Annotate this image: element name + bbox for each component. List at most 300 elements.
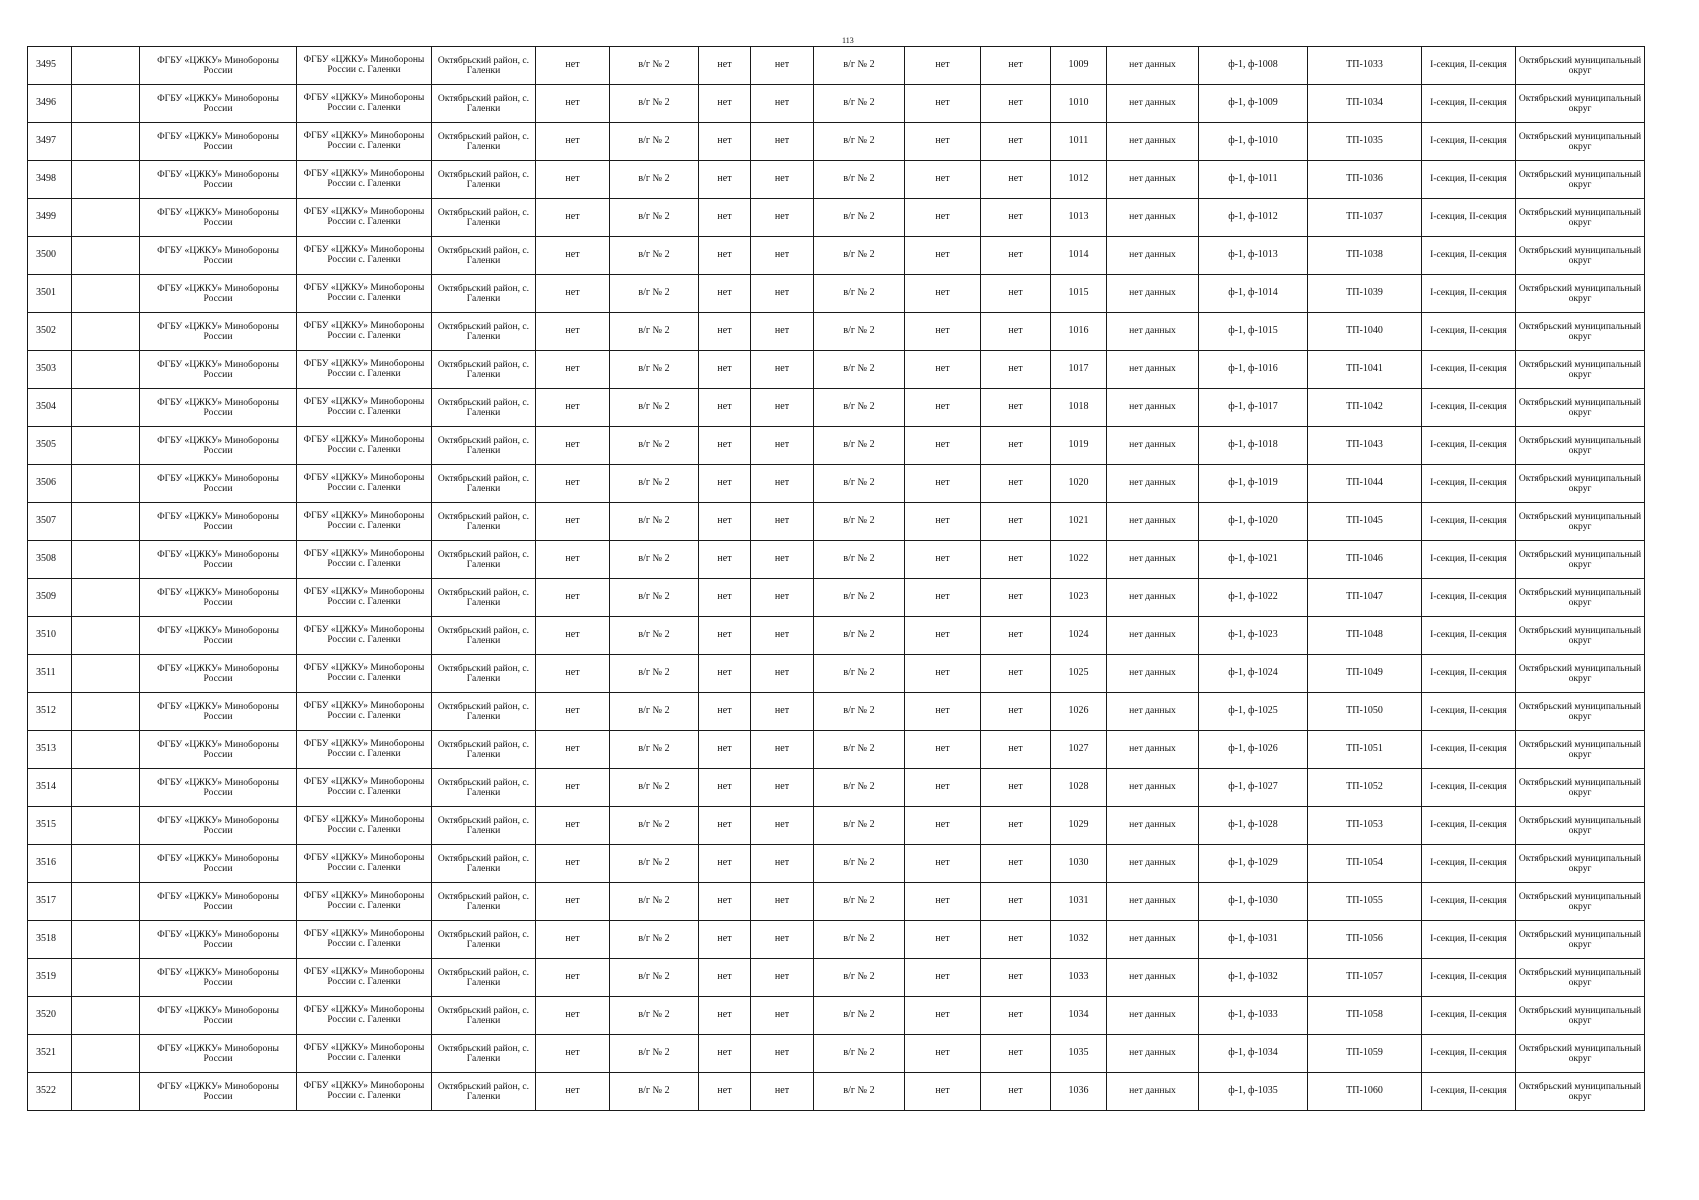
owner-full-name: ФГБУ «ЦЖКУ» Минобороны России с. Галенки [297,465,432,503]
military-town: в/г № 2 [814,959,905,997]
value-cell: нет [981,617,1051,655]
value-cell: нет [981,389,1051,427]
address: Октябрьский район, с. Галенки [432,769,536,807]
owner-full-name: ФГБУ «ЦЖКУ» Минобороны России с. Галенки [297,807,432,845]
value-cell: нет [751,997,814,1035]
row-number: 3501 [28,275,72,313]
sections: I-секция, II-секция [1422,693,1516,731]
district: Октябрьский муниципальный округ [1516,997,1645,1035]
value-cell: нет [699,959,751,997]
address: Октябрьский район, с. Галенки [432,237,536,275]
value-cell: нет [699,845,751,883]
value-cell: нет [751,541,814,579]
blank-cell [72,769,140,807]
value-cell: нет [905,655,981,693]
value-cell: нет [536,1035,610,1073]
object-number: 1019 [1051,427,1107,465]
address: Октябрьский район, с. Галенки [432,997,536,1035]
value-cell: нет [699,769,751,807]
value-cell: нет [699,1035,751,1073]
value-cell: нет [981,47,1051,85]
value-cell: нет [751,959,814,997]
substation: ТП-1040 [1308,313,1422,351]
military-town: в/г № 2 [814,807,905,845]
value-cell: нет [536,807,610,845]
district: Октябрьский муниципальный округ [1516,883,1645,921]
data-status: нет данных [1107,427,1199,465]
row-number: 3516 [28,845,72,883]
feeder: ф-1, ф-1026 [1199,731,1308,769]
owner-full-name: ФГБУ «ЦЖКУ» Минобороны России с. Галенки [297,655,432,693]
owner-full-name: ФГБУ «ЦЖКУ» Минобороны России с. Галенки [297,693,432,731]
value-cell: нет [905,389,981,427]
row-number: 3508 [28,541,72,579]
sections: I-секция, II-секция [1422,883,1516,921]
feeder: ф-1, ф-1010 [1199,123,1308,161]
table-row [28,427,1645,465]
owner-name: ФГБУ «ЦЖКУ» Минобороны России [140,997,297,1035]
blank-cell [72,541,140,579]
address: Октябрьский район, с. Галенки [432,617,536,655]
military-town: в/г № 2 [814,465,905,503]
value-cell: нет [905,427,981,465]
value-cell: нет [981,883,1051,921]
sections: I-секция, II-секция [1422,617,1516,655]
data-status: нет данных [1107,275,1199,313]
military-town: в/г № 2 [610,617,699,655]
sections: I-секция, II-секция [1422,921,1516,959]
object-number: 1036 [1051,1073,1107,1111]
military-town: в/г № 2 [814,921,905,959]
value-cell: нет [981,1035,1051,1073]
table-row [28,47,1645,85]
value-cell: нет [699,313,751,351]
owner-name: ФГБУ «ЦЖКУ» Минобороны России [140,617,297,655]
row-number: 3512 [28,693,72,731]
row-number: 3496 [28,85,72,123]
row-number: 3515 [28,807,72,845]
value-cell: нет [699,807,751,845]
registry-table [27,46,1645,1111]
substation: ТП-1036 [1308,161,1422,199]
object-number: 1026 [1051,693,1107,731]
object-number: 1031 [1051,883,1107,921]
substation: ТП-1055 [1308,883,1422,921]
military-town: в/г № 2 [610,237,699,275]
row-number: 3500 [28,237,72,275]
value-cell: нет [981,845,1051,883]
value-cell: нет [536,1073,610,1111]
sections: I-секция, II-секция [1422,845,1516,883]
sections: I-секция, II-секция [1422,351,1516,389]
blank-cell [72,47,140,85]
value-cell: нет [699,465,751,503]
row-number: 3514 [28,769,72,807]
military-town: в/г № 2 [610,807,699,845]
address: Октябрьский район, с. Галенки [432,845,536,883]
owner-name: ФГБУ «ЦЖКУ» Минобороны России [140,769,297,807]
owner-full-name: ФГБУ «ЦЖКУ» Минобороны России с. Галенки [297,123,432,161]
value-cell: нет [536,47,610,85]
military-town: в/г № 2 [610,123,699,161]
military-town: в/г № 2 [814,731,905,769]
feeder: ф-1, ф-1008 [1199,47,1308,85]
value-cell: нет [751,693,814,731]
military-town: в/г № 2 [814,1035,905,1073]
value-cell: нет [536,617,610,655]
table-row [28,123,1645,161]
district: Октябрьский муниципальный округ [1516,503,1645,541]
sections: I-секция, II-секция [1422,465,1516,503]
value-cell: нет [699,237,751,275]
substation: ТП-1041 [1308,351,1422,389]
value-cell: нет [699,1073,751,1111]
substation: ТП-1038 [1308,237,1422,275]
value-cell: нет [905,85,981,123]
substation: ТП-1056 [1308,921,1422,959]
military-town: в/г № 2 [814,389,905,427]
district: Октябрьский муниципальный округ [1516,541,1645,579]
military-town: в/г № 2 [814,199,905,237]
sections: I-секция, II-секция [1422,959,1516,997]
military-town: в/г № 2 [814,427,905,465]
address: Октябрьский район, с. Галенки [432,921,536,959]
district: Октябрьский муниципальный округ [1516,1073,1645,1111]
value-cell: нет [536,161,610,199]
military-town: в/г № 2 [814,123,905,161]
address: Октябрьский район, с. Галенки [432,275,536,313]
table-row [28,85,1645,123]
row-number: 3522 [28,1073,72,1111]
district: Октябрьский муниципальный округ [1516,845,1645,883]
value-cell: нет [751,1073,814,1111]
owner-name: ФГБУ «ЦЖКУ» Минобороны России [140,731,297,769]
owner-name: ФГБУ «ЦЖКУ» Минобороны России [140,1073,297,1111]
owner-full-name: ФГБУ «ЦЖКУ» Минобороны России с. Галенки [297,731,432,769]
sections: I-секция, II-секция [1422,731,1516,769]
substation: ТП-1050 [1308,693,1422,731]
value-cell: нет [536,579,610,617]
table-row [28,389,1645,427]
blank-cell [72,997,140,1035]
value-cell: нет [751,769,814,807]
value-cell: нет [751,47,814,85]
feeder: ф-1, ф-1025 [1199,693,1308,731]
district: Октябрьский муниципальный округ [1516,807,1645,845]
owner-full-name: ФГБУ «ЦЖКУ» Минобороны России с. Галенки [297,503,432,541]
value-cell: нет [699,161,751,199]
military-town: в/г № 2 [814,655,905,693]
row-number: 3498 [28,161,72,199]
substation: ТП-1046 [1308,541,1422,579]
row-number: 3520 [28,997,72,1035]
object-number: 1032 [1051,921,1107,959]
data-status: нет данных [1107,655,1199,693]
military-town: в/г № 2 [610,845,699,883]
district: Октябрьский муниципальный округ [1516,199,1645,237]
sections: I-секция, II-секция [1422,313,1516,351]
owner-full-name: ФГБУ «ЦЖКУ» Минобороны России с. Галенки [297,1073,432,1111]
district: Октябрьский муниципальный округ [1516,731,1645,769]
value-cell: нет [751,275,814,313]
table-row [28,1073,1645,1111]
value-cell: нет [905,883,981,921]
data-status: нет данных [1107,465,1199,503]
page-number: 113 [842,36,854,45]
table-row [28,883,1645,921]
substation: ТП-1042 [1308,389,1422,427]
value-cell: нет [981,351,1051,389]
table-row [28,617,1645,655]
value-cell: нет [905,769,981,807]
value-cell: нет [751,921,814,959]
value-cell: нет [981,199,1051,237]
owner-name: ФГБУ «ЦЖКУ» Минобороны России [140,845,297,883]
value-cell: нет [905,997,981,1035]
owner-full-name: ФГБУ «ЦЖКУ» Минобороны России с. Галенки [297,769,432,807]
military-town: в/г № 2 [610,541,699,579]
object-number: 1021 [1051,503,1107,541]
table-row [28,503,1645,541]
data-status: нет данных [1107,161,1199,199]
feeder: ф-1, ф-1020 [1199,503,1308,541]
object-number: 1027 [1051,731,1107,769]
district: Октябрьский муниципальный округ [1516,123,1645,161]
row-number: 3495 [28,47,72,85]
sections: I-секция, II-секция [1422,807,1516,845]
feeder: ф-1, ф-1027 [1199,769,1308,807]
feeder: ф-1, ф-1023 [1199,617,1308,655]
military-town: в/г № 2 [814,47,905,85]
table-row [28,199,1645,237]
substation: ТП-1044 [1308,465,1422,503]
district: Октябрьский муниципальный округ [1516,959,1645,997]
value-cell: нет [536,427,610,465]
owner-name: ФГБУ «ЦЖКУ» Минобороны России [140,351,297,389]
value-cell: нет [981,959,1051,997]
substation: ТП-1060 [1308,1073,1422,1111]
row-number: 3502 [28,313,72,351]
value-cell: нет [905,123,981,161]
blank-cell [72,579,140,617]
value-cell: нет [981,693,1051,731]
military-town: в/г № 2 [814,85,905,123]
value-cell: нет [905,351,981,389]
substation: ТП-1052 [1308,769,1422,807]
value-cell: нет [981,807,1051,845]
address: Октябрьский район, с. Галенки [432,1035,536,1073]
sections: I-секция, II-секция [1422,1073,1516,1111]
value-cell: нет [905,693,981,731]
value-cell: нет [699,85,751,123]
blank-cell [72,389,140,427]
table-row [28,731,1645,769]
substation: ТП-1037 [1308,199,1422,237]
sections: I-секция, II-секция [1422,503,1516,541]
row-number: 3509 [28,579,72,617]
value-cell: нет [905,503,981,541]
military-town: в/г № 2 [814,1073,905,1111]
value-cell: нет [905,1035,981,1073]
value-cell: нет [905,275,981,313]
military-town: в/г № 2 [814,275,905,313]
data-status: нет данных [1107,921,1199,959]
value-cell: нет [536,275,610,313]
value-cell: нет [981,313,1051,351]
address: Октябрьский район, с. Галенки [432,199,536,237]
military-town: в/г № 2 [610,1073,699,1111]
table-row [28,769,1645,807]
owner-name: ФГБУ «ЦЖКУ» Минобороны России [140,655,297,693]
owner-full-name: ФГБУ «ЦЖКУ» Минобороны России с. Галенки [297,617,432,655]
military-town: в/г № 2 [814,997,905,1035]
military-town: в/г № 2 [610,997,699,1035]
military-town: в/г № 2 [814,237,905,275]
substation: ТП-1045 [1308,503,1422,541]
feeder: ф-1, ф-1035 [1199,1073,1308,1111]
address: Октябрьский район, с. Галенки [432,47,536,85]
substation: ТП-1043 [1308,427,1422,465]
table-row [28,1035,1645,1073]
row-number: 3521 [28,1035,72,1073]
owner-name: ФГБУ «ЦЖКУ» Минобороны России [140,123,297,161]
feeder: ф-1, ф-1031 [1199,921,1308,959]
address: Октябрьский район, с. Галенки [432,959,536,997]
data-status: нет данных [1107,807,1199,845]
object-number: 1012 [1051,161,1107,199]
owner-full-name: ФГБУ «ЦЖКУ» Минобороны России с. Галенки [297,959,432,997]
military-town: в/г № 2 [610,693,699,731]
value-cell: нет [905,807,981,845]
object-number: 1020 [1051,465,1107,503]
data-status: нет данных [1107,351,1199,389]
object-number: 1030 [1051,845,1107,883]
value-cell: нет [751,161,814,199]
data-status: нет данных [1107,199,1199,237]
value-cell: нет [699,427,751,465]
value-cell: нет [981,503,1051,541]
feeder: ф-1, ф-1011 [1199,161,1308,199]
object-number: 1024 [1051,617,1107,655]
value-cell: нет [981,123,1051,161]
feeder: ф-1, ф-1018 [1199,427,1308,465]
district: Октябрьский муниципальный округ [1516,921,1645,959]
military-town: в/г № 2 [814,503,905,541]
value-cell: нет [981,465,1051,503]
value-cell: нет [981,579,1051,617]
value-cell: нет [536,237,610,275]
blank-cell [72,731,140,769]
blank-cell [72,1035,140,1073]
feeder: ф-1, ф-1017 [1199,389,1308,427]
data-status: нет данных [1107,1073,1199,1111]
district: Октябрьский муниципальный округ [1516,161,1645,199]
value-cell: нет [536,313,610,351]
data-status: нет данных [1107,237,1199,275]
sections: I-секция, II-секция [1422,275,1516,313]
value-cell: нет [751,237,814,275]
value-cell: нет [905,959,981,997]
object-number: 1009 [1051,47,1107,85]
table-row [28,921,1645,959]
table-row [28,655,1645,693]
value-cell: нет [905,161,981,199]
owner-name: ФГБУ «ЦЖКУ» Минобороны России [140,693,297,731]
substation: ТП-1039 [1308,275,1422,313]
owner-full-name: ФГБУ «ЦЖКУ» Минобороны России с. Галенки [297,85,432,123]
blank-cell [72,845,140,883]
value-cell: нет [905,731,981,769]
row-number: 3497 [28,123,72,161]
blank-cell [72,275,140,313]
owner-name: ФГБУ «ЦЖКУ» Минобороны России [140,47,297,85]
table-row [28,959,1645,997]
value-cell: нет [905,541,981,579]
feeder: ф-1, ф-1030 [1199,883,1308,921]
owner-name: ФГБУ «ЦЖКУ» Минобороны России [140,959,297,997]
substation: ТП-1054 [1308,845,1422,883]
substation: ТП-1047 [1308,579,1422,617]
military-town: в/г № 2 [610,389,699,427]
data-status: нет данных [1107,47,1199,85]
object-number: 1034 [1051,997,1107,1035]
value-cell: нет [981,731,1051,769]
owner-full-name: ФГБУ «ЦЖКУ» Минобороны России с. Галенки [297,47,432,85]
value-cell: нет [751,807,814,845]
row-number: 3519 [28,959,72,997]
value-cell: нет [905,199,981,237]
sections: I-секция, II-секция [1422,655,1516,693]
substation: ТП-1048 [1308,617,1422,655]
table-row [28,579,1645,617]
blank-cell [72,465,140,503]
data-status: нет данных [1107,617,1199,655]
district: Октябрьский муниципальный округ [1516,313,1645,351]
value-cell: нет [536,123,610,161]
owner-full-name: ФГБУ «ЦЖКУ» Минобороны России с. Галенки [297,427,432,465]
military-town: в/г № 2 [814,769,905,807]
value-cell: нет [751,427,814,465]
military-town: в/г № 2 [814,845,905,883]
object-number: 1022 [1051,541,1107,579]
value-cell: нет [905,47,981,85]
value-cell: нет [981,161,1051,199]
value-cell: нет [905,617,981,655]
blank-cell [72,921,140,959]
data-status: нет данных [1107,541,1199,579]
object-number: 1029 [1051,807,1107,845]
value-cell: нет [699,921,751,959]
district: Октябрьский муниципальный округ [1516,579,1645,617]
owner-name: ФГБУ «ЦЖКУ» Минобороны России [140,1035,297,1073]
blank-cell [72,199,140,237]
value-cell: нет [699,123,751,161]
address: Октябрьский район, с. Галенки [432,1073,536,1111]
value-cell: нет [536,541,610,579]
military-town: в/г № 2 [610,769,699,807]
value-cell: нет [699,693,751,731]
value-cell: нет [699,389,751,427]
address: Октябрьский район, с. Галенки [432,351,536,389]
value-cell: нет [536,655,610,693]
data-status: нет данных [1107,769,1199,807]
value-cell: нет [699,579,751,617]
value-cell: нет [536,199,610,237]
object-number: 1033 [1051,959,1107,997]
value-cell: нет [699,503,751,541]
value-cell: нет [905,313,981,351]
owner-name: ФГБУ «ЦЖКУ» Минобороны России [140,237,297,275]
